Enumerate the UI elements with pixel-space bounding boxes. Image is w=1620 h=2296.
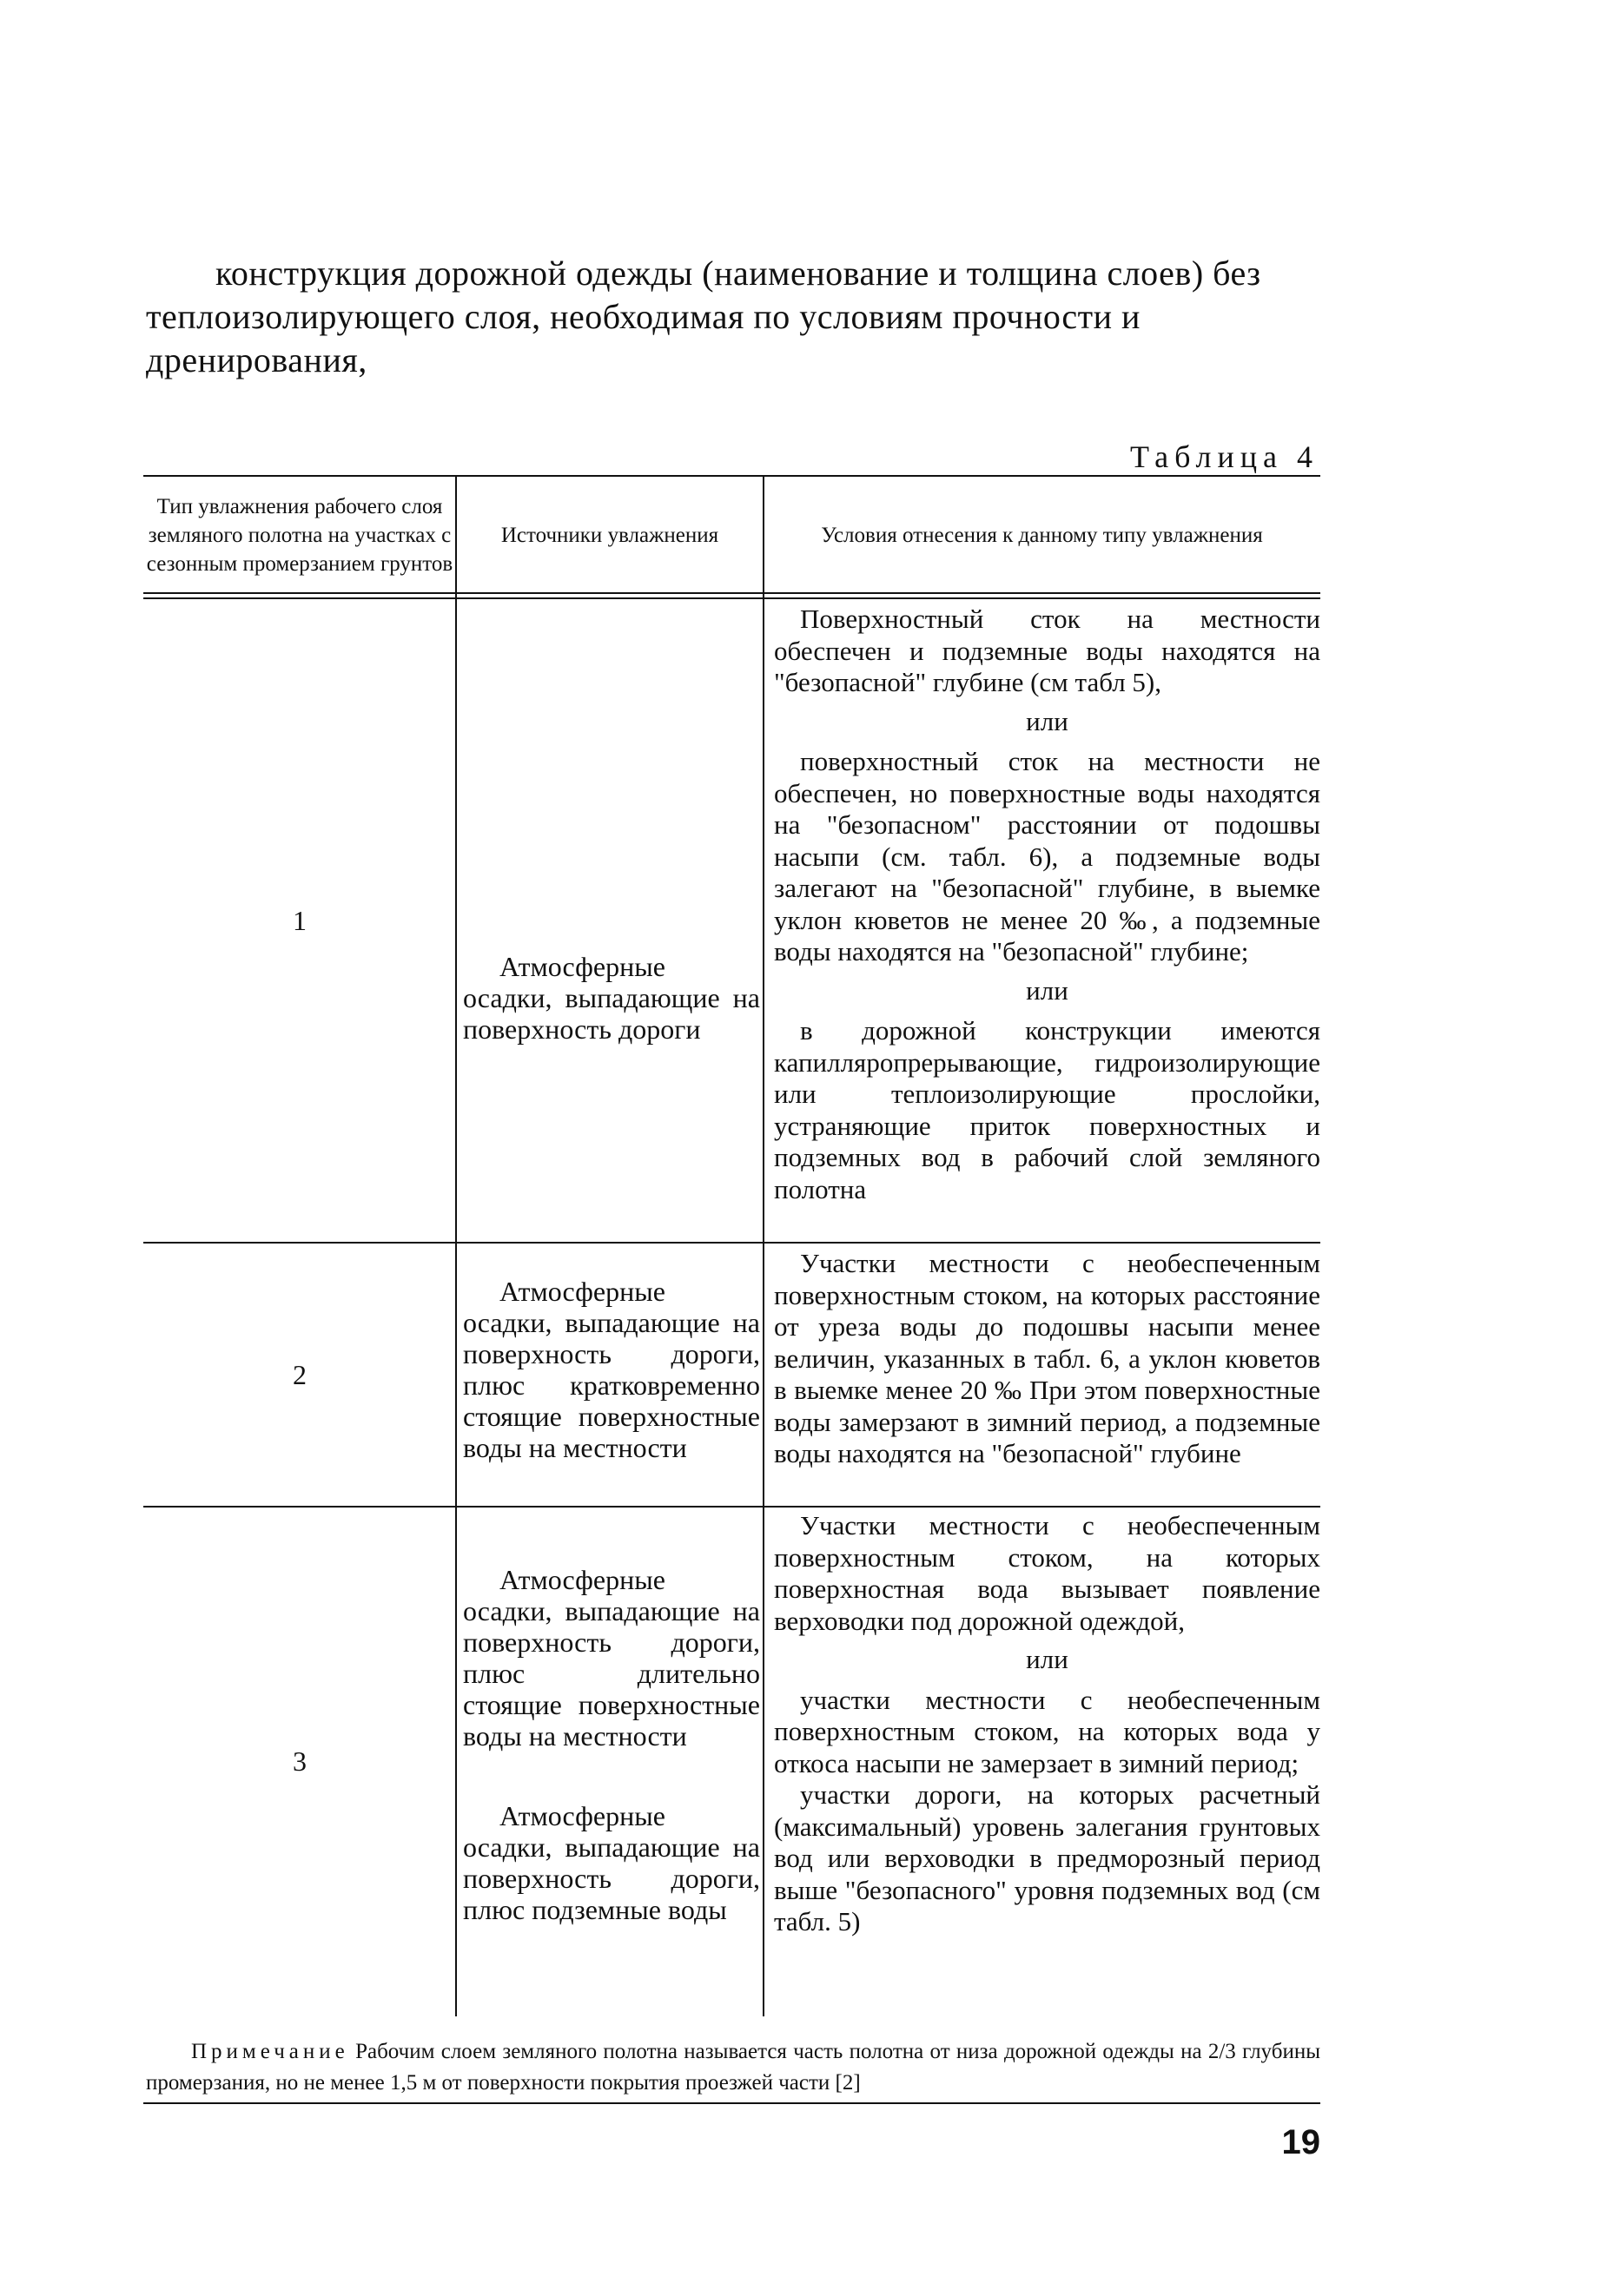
- row-3-or-1: или: [1026, 1644, 1068, 1674]
- header-conditions: Условия отнесения к данному типу увлажнения: [821, 524, 1263, 547]
- row-1-source-1: Атмосферные осадки, выпадающие на поверхность дороги: [463, 951, 760, 1045]
- row-3-condition-3: участки дороги, на которых расчетный (максимальный) уровень залегания грунтовых вод или верховодки в предморозный период выше "безопасного" уровня подземных вод (см табл. 5): [774, 1779, 1320, 1936]
- table-caption: Таблица 4: [1130, 439, 1319, 474]
- moisture-table: [143, 475, 1320, 2016]
- note-label: Примечание: [191, 2040, 349, 2063]
- row-3-sources: [456, 1564, 764, 1925]
- row-1-condition-3: в дорожной конструкции имеются капилляропрерывающие, гидроизолирующие или теплоизолирующие прослойки, устраняющие приток поверхностных и подземных вод в рабочий слой земляного полотна: [774, 1015, 1320, 1204]
- row-1-conditions: [764, 604, 1320, 1205]
- row-3-type: 3: [293, 1745, 307, 1777]
- note-text: Рабочим слоем земляного полотна называется часть полотна от низа дорожной одежды на 2/3 глубины промерзания, но не менее 1,5 м от поверхности покрытия проезжей части [2]: [146, 2040, 1320, 2095]
- page-number: 19: [1281, 2123, 1320, 2161]
- row-3-conditions: [764, 1510, 1320, 1938]
- bottom-rule: [143, 2102, 1320, 2104]
- row-1-condition-1: Поверхностный сток на местности обеспечен и подземные воды находятся на "безопасной" глубине (см табл 5),: [774, 604, 1320, 697]
- row-2-sources: [456, 1276, 764, 1463]
- row-1-sources: [456, 951, 764, 1045]
- row-2-type: 2: [293, 1358, 307, 1390]
- row-3-condition-2: участки местности с необеспеченным поверхностным стоком, на которых вода у откоса насыпи не замерзает в зимний период;: [774, 1684, 1320, 1778]
- header-moisture-type: Тип увлажнения рабочего слоя земляного полотна на участках с сезонным промерзанием грунтов: [146, 495, 453, 576]
- row-2-condition-1: Участки местности с необеспеченным поверхностным стоком, на которых расстояние от уреза воды до подошвы насыпи менее величин, указанных в табл. 6, а уклон кюветов в выемке менее 20 ‰ При этом поверхностные воды замерзают в зимний период, а подземные воды находятся на "безопасной" глубине: [774, 1248, 1320, 1468]
- row-1-type: 1: [293, 904, 307, 936]
- row-1-condition-2: поверхностный сток на местности не обеспечен, но поверхностные воды находятся на "безопасном" расстоянии от подошвы насыпи (см. табл. 6), а подземные воды залегают на "безопасной" глубине, в выемке уклон кюветов не менее 20 ‰, а подземные воды находятся на "безопасной" глубине;: [774, 746, 1320, 967]
- row-1-or-1: или: [1026, 705, 1068, 736]
- row-1-or-2: или: [1026, 974, 1068, 1006]
- row-3-source-1: Атмосферные осадки, выпадающие на поверхность дороги, плюс длительно стоящие поверхностные воды на местности: [463, 1564, 760, 1752]
- row-2-source-1: Атмосферные осадки, выпадающие на поверхность дороги, плюс кратковременно стоящие поверхностные воды на местности: [463, 1276, 760, 1463]
- intro-line-1: конструкция дорожной одежды (наименование и толщина слоев) без: [215, 254, 1261, 293]
- intro-line-2: теплоизолирующего слоя, необходимая по условиям прочности и дренирования,: [146, 297, 1141, 379]
- intro-paragraph: [146, 252, 1327, 382]
- header-sources: Источники увлажнения: [500, 524, 719, 547]
- table-note: [146, 2036, 1320, 2099]
- row-2-conditions: [764, 1248, 1320, 1470]
- row-3-source-2: Атмосферные осадки, выпадающие на поверхность дороги, плюс подземные воды: [463, 1800, 760, 1925]
- row-3-condition-1: Участки местности с необеспеченным поверхностным стоком, на которых поверхностная вода вызывает появление верховодки под дорожной одеждой,: [774, 1510, 1320, 1636]
